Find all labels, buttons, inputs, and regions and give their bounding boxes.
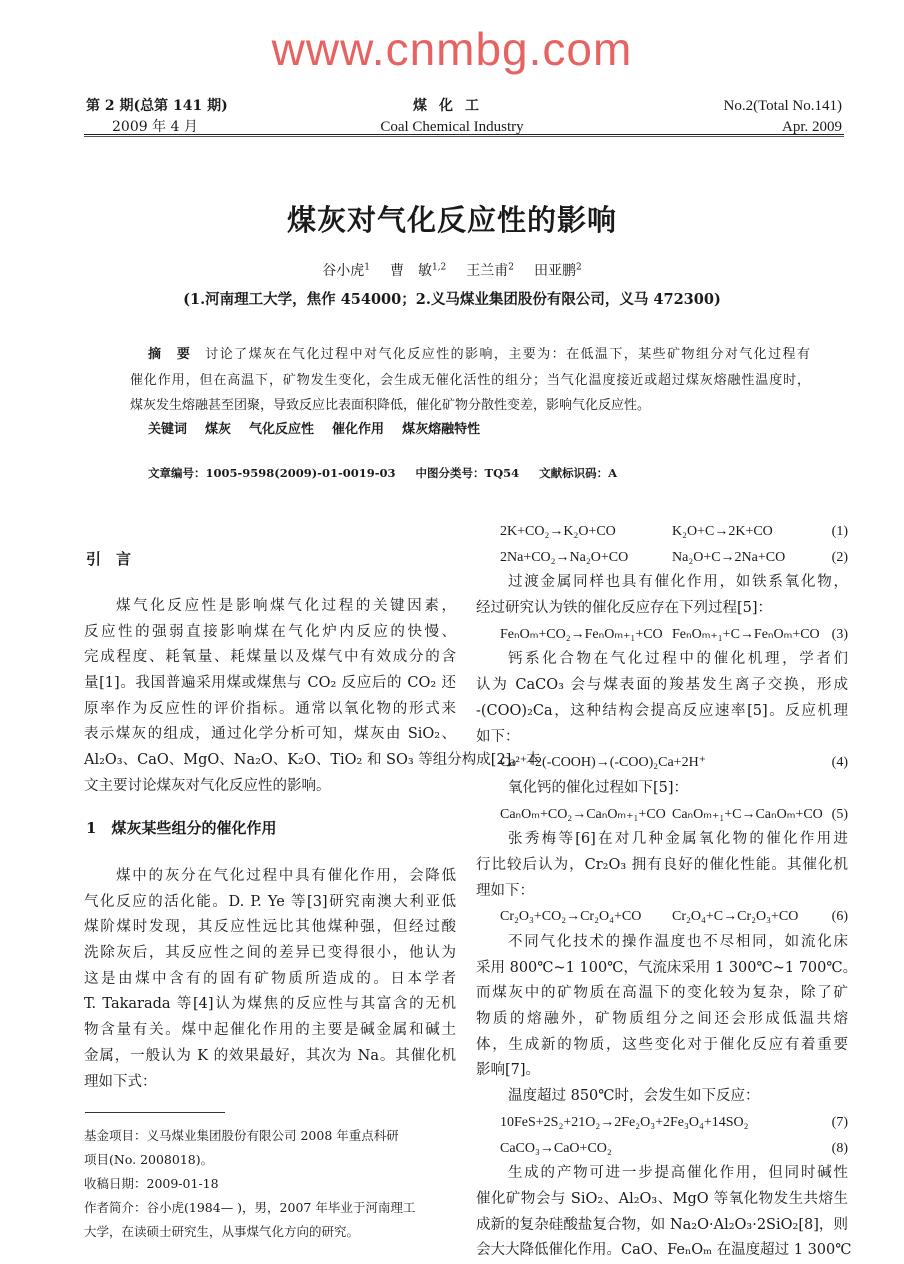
document-code: 文献标识码：A (539, 466, 618, 480)
paragraph-line: 经过研究认为铁的催化反应存在下列过程[5]： (476, 600, 773, 617)
equation (476, 622, 848, 648)
paragraph-line: 洗除灰后，其反应性之间的差异已变得很小，他认为 (84, 945, 456, 962)
paragraph-line: 这是由煤中含有的固有矿物质所造成的。日本学者 (84, 970, 456, 987)
footnote-line: 项目(No. 2008018)。 (84, 1152, 214, 1167)
issue-number-cn: 第 2 期(总第 141 期) (86, 98, 228, 114)
footnotes (84, 1124, 456, 1244)
section-1-paragraph (84, 864, 456, 1095)
watermark: www.cnmbg.com (271, 23, 633, 75)
equation-right: FeₙOₘ₊₁+C→FeₙOₘ+CO (672, 626, 820, 642)
equation (476, 545, 848, 571)
author-name: 曹 敏 (389, 263, 432, 279)
equation (476, 519, 848, 545)
paragraph-line: Al₂O₃、CaO、MgO、Na₂O、K₂O、TiO₂ 和 SO₃ 等组分构成[2]。本 (84, 752, 541, 769)
abstract-line (130, 368, 810, 394)
equation (476, 750, 848, 776)
abstract-text: 煤灰发生熔融甚至团聚，导致反应比表面积降低，催化矿物分散性变差，影响气化反应性。 (130, 398, 651, 413)
paragraph-line: 物含量有关。煤中起催化作用的主要是碱金属和碱土 (84, 1022, 456, 1039)
keyword: 气化反应性 (249, 422, 315, 437)
footnote-line: 大学，在读硕士研究生，从事煤气化方向的研究。 (84, 1224, 360, 1239)
equation-right: Na₂O+C→2Na+CO (672, 549, 786, 565)
paragraph-line: 氧化钙的催化过程如下[5]： (508, 779, 689, 796)
author-affiliation-mark: 1 (364, 262, 370, 273)
issue-info-en (723, 96, 842, 138)
abstract-text: 催化作用，但在高温下，矿物发生变化，会生成无催化活性的组分；当气化温度接近或超过煤灰熔融性温度时， (130, 372, 810, 388)
paragraph-line: 煤气化反应性是影响煤气化过程的关键因素， (116, 598, 456, 614)
paragraph-line: 认为 CaCO₃ 会与煤表面的羧基发生离子交换，形成 (476, 677, 848, 694)
paragraph-line: 催化矿物会与 SiO₂、Al₂O₃、MgO 等氧化物发生共熔生 (476, 1190, 848, 1207)
abstract-text: 讨论了煤灰在气化过程中对气化反应性的影响，主要为：在低温下，某些矿物组分对气化过程有 (205, 347, 810, 362)
footnote-line: 作者简介：谷小虎(1984— )，男，2007 年毕业于河南理工 (84, 1200, 416, 1215)
author (390, 263, 446, 279)
equation (476, 1136, 848, 1162)
equation (476, 1110, 848, 1136)
equation-right: Cr₂O₄+C→Cr₂O₃+CO (672, 909, 799, 925)
equation-left: CaCO₃→CaO+CO₂ (500, 1140, 612, 1156)
equation-number: (7) (831, 1114, 848, 1130)
equation-number: (1) (831, 524, 848, 539)
journal-name-en: Coal Chemical Industry (380, 119, 524, 135)
abstract-line (130, 393, 810, 419)
paragraph-line: 影响[7]。 (476, 1062, 541, 1079)
paragraph-line: 而煤灰中的矿物质在高温下的变化较为复杂，除了矿 (476, 985, 848, 1002)
equation-number: (8) (831, 1140, 848, 1156)
article-info (148, 465, 633, 481)
author (534, 263, 582, 279)
equation-left: Cr₂O₃+CO₂→Cr₂O₄+CO (500, 909, 642, 925)
paragraph-line: 表示煤灰的组成，通过化学分析可知，煤灰由 SiO₂、 (84, 726, 456, 743)
paragraph-line: 钙系化合物在气化过程中的催化机理，学者们 (508, 651, 848, 668)
abstract-line (130, 342, 810, 368)
paragraph-line: 成新的复杂硅酸盐复合物，如 Na₂O·Al₂O₃·2SiO₂[8]，则 (476, 1216, 848, 1233)
author-name: 王兰甫 (466, 263, 509, 279)
equation-right: CaₙOₘ₊₁+C→CaₙOₘ+CO (672, 806, 823, 822)
paragraph-line: 采用 800℃~1 100℃，气流床采用 1 300℃~1 700℃。 (476, 959, 858, 976)
paragraph-line: 反应性的强弱直接影响煤在气化炉内反应的快慢、 (84, 623, 456, 640)
journal-name-cn: 煤化工 (413, 98, 491, 114)
paragraph-line: 煤中的灰分在气化过程中具有催化作用，会降低 (116, 868, 456, 884)
equation-number: (2) (831, 549, 848, 565)
keyword: 催化作用 (332, 422, 385, 437)
paragraph-line: 煤阶煤时发现，其反应性远比其他煤种强，但经过酸 (84, 919, 456, 936)
paragraph-line: 体，生成新的物质，这些变化对于催化反应有着重要 (476, 1036, 848, 1053)
paragraph-line: 张秀梅等[6]在对几种金属氧化物的催化作用进 (508, 831, 848, 848)
affiliation: (1.河南理工大学，焦作 454000；2.义马煤业集团股份有限公司，义马 472300) (183, 291, 721, 308)
author-affiliation-mark: 2 (508, 262, 515, 273)
equation-left: Ca²⁺+2(-COOH)→(-COO)₂Ca+2H⁺ (500, 755, 707, 771)
paragraph-line: 文主要讨论煤灰对气化反应性的影响。 (84, 777, 331, 794)
paper-title: 煤灰对气化反应性的影响 (286, 203, 617, 237)
keyword: 煤灰 (205, 422, 232, 437)
article-number: 文章编号：1005-9598(2009)-01-0019-03 (148, 466, 396, 480)
equation-right: K₂O+C→2K+CO (672, 524, 773, 539)
keywords-label: 关键词 (148, 422, 188, 437)
paragraph-line: 会大大降低催化作用。CaO、FeₙOₘ 在温度超过 1 300℃ (476, 1242, 852, 1259)
paragraph-line: 量[1]。我国普遍采用煤或煤焦与 CO₂ 反应后的 CO₂ 还 (84, 675, 456, 692)
paragraph-line: 生成的产物可进一步提高催化作用，但同时碱性 (508, 1165, 848, 1182)
paragraph-line: 行比较后认为，Cr₂O₃ 拥有良好的催化性能。其催化机 (476, 856, 848, 873)
equation-left: CaₙOₘ+CO₂→CaₙOₘ₊₁+CO (500, 806, 666, 822)
equation-left: 10FeS+2S₂+21O₂→2Fe₂O₃+2Fe₃O₄+14SO₂ (500, 1114, 749, 1130)
equation (476, 802, 848, 828)
section-heading-introduction: 引 言 (86, 550, 132, 568)
paragraph-line: 物质的熔融外，矿物质组分之间还会形成低温共熔 (476, 1011, 848, 1028)
equation-left: FeₙOₘ+CO₂→FeₙOₘ₊₁+CO (500, 626, 663, 642)
author-affiliation-mark: 2 (576, 262, 582, 273)
issue-number-en: No.2(Total No.141) (723, 98, 842, 114)
equation-number: (4) (831, 755, 848, 771)
paragraph-line: T. Takarada 等[4]认为煤焦的反应性与其富含的无机 (84, 996, 456, 1013)
keywords (148, 418, 498, 437)
abstract-label: 摘 要 (148, 347, 192, 362)
equation-number: (3) (831, 626, 848, 642)
header-rule (84, 134, 844, 137)
paragraph-line: -(COO)₂Ca，这种结构会提高反应速率[5]。反应机理 (476, 702, 848, 719)
paragraph-line: 金属，一般认为 K 的效果最好，其次为 Na。其催化机 (84, 1047, 456, 1064)
issue-date-en: Apr. 2009 (782, 119, 842, 135)
author-list (0, 260, 904, 280)
equation-left: 2Na+CO₂→Na₂O+CO (500, 549, 629, 565)
author-name: 田亚鹏 (534, 263, 577, 279)
equation-number: (6) (831, 909, 848, 925)
author-affiliation-mark: 1,2 (431, 262, 447, 273)
footnote-line: 收稿日期：2009-01-18 (84, 1176, 219, 1191)
abstract (130, 342, 810, 419)
footnote-rule (85, 1112, 225, 1113)
paragraph-line: 理如下式： (84, 1073, 157, 1090)
paragraph-line: 温度超过 850℃时，会发生如下反应： (508, 1088, 760, 1105)
paragraph-line: 气化反应的活化能。D. P. Ye 等[3]研究南澳大利亚低 (84, 893, 456, 910)
paragraph-line: 原率作为反应性的评价指标。通常以氧化物的形式来 (84, 700, 456, 717)
footnote-line: 基金项目：义马煤业集团股份有限公司 2008 年重点科研 (84, 1128, 399, 1143)
paragraph-line: 过渡金属同样也具有催化作用，如铁系氧化物， (508, 574, 848, 591)
equation (476, 904, 848, 930)
clc-number: 中图分类号：TQ54 (415, 466, 520, 480)
paragraph-line: 理如下： (476, 882, 534, 899)
equation-number: (5) (831, 806, 848, 822)
section-heading-1: 1 煤灰某些组分的催化作用 (86, 819, 277, 837)
issue-date-cn: 2009 年 4 月 (112, 119, 198, 135)
author (466, 263, 514, 279)
equation-left: 2K+CO₂→K₂O+CO (500, 524, 616, 539)
paragraph-line: 如下： (476, 728, 520, 745)
author (322, 263, 370, 279)
author-name: 谷小虎 (322, 263, 365, 279)
paragraph-line: 不同气化技术的操作温度也不尽相同，如流化床 (508, 934, 848, 950)
paragraph-line: 完成程度、耗氧量、耗煤量以及煤气中有效成分的含 (84, 649, 456, 666)
keyword: 煤灰熔融特性 (402, 422, 481, 437)
right-column (476, 519, 858, 1264)
